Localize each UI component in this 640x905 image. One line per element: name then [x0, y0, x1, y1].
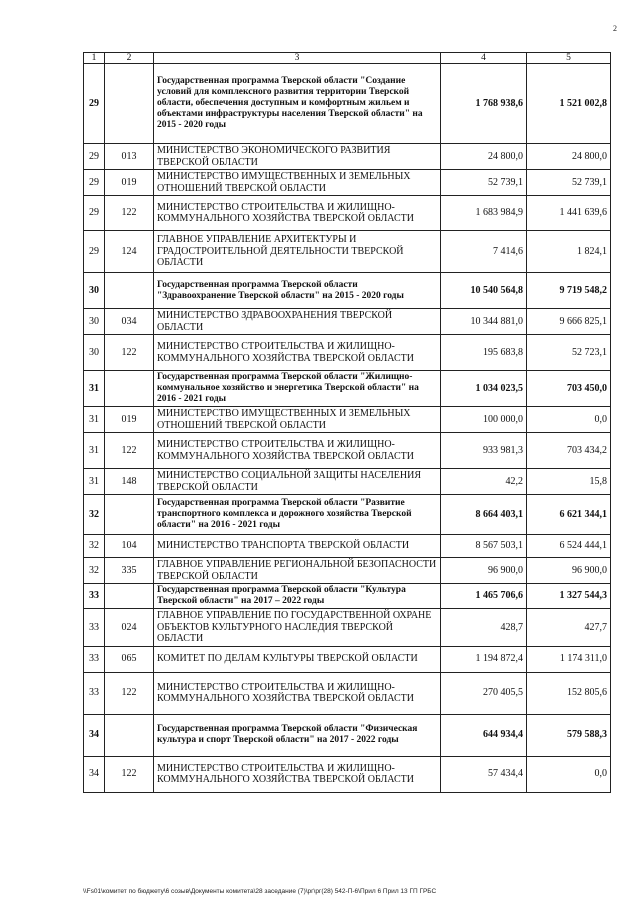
department-row [84, 433, 611, 469]
amount-col4-cell: 1 768 938,6 [441, 64, 527, 144]
amount-col4-cell: 57 434,4 [441, 756, 527, 792]
department-code-cell: 124 [105, 231, 154, 273]
amount-col4-cell: 428,7 [441, 609, 527, 647]
department-code-cell [105, 371, 154, 407]
department-row [84, 335, 611, 371]
program-number-cell: 29 [84, 144, 105, 170]
amount-col5-cell: 52 723,1 [527, 335, 611, 371]
amount-col4-cell: 1 194 872,4 [441, 646, 527, 672]
name-cell: МИНИСТЕРСТВО ИМУЩЕСТВЕННЫХ И ЗЕМЕЛЬНЫХ ОТНОШЕНИЙ ТВЕРСКОЙ ОБЛАСТИ [154, 170, 441, 196]
amount-col5-cell: 0,0 [527, 756, 611, 792]
program-number-cell: 33 [84, 646, 105, 672]
amount-col5-cell: 1 441 639,6 [527, 196, 611, 231]
department-row [84, 535, 611, 558]
amount-col5-cell: 6 524 444,1 [527, 535, 611, 558]
department-code-cell: 122 [105, 433, 154, 469]
department-code-cell: 122 [105, 756, 154, 792]
department-code-cell: 104 [105, 535, 154, 558]
name-cell: МИНИСТЕРСТВО СТРОИТЕЛЬСТВА И ЖИЛИЩНО-КОММУНАЛЬНОГО ХОЗЯЙСТВА ТВЕРСКОЙ ОБЛАСТИ [154, 672, 441, 714]
program-number-cell: 32 [84, 558, 105, 584]
department-code-cell: 122 [105, 335, 154, 371]
amount-col4-cell: 100 000,0 [441, 407, 527, 433]
department-row [84, 144, 611, 170]
header-cell: 5 [527, 53, 611, 64]
amount-col5-cell: 1 174 311,0 [527, 646, 611, 672]
program-number-cell: 33 [84, 672, 105, 714]
name-cell: Государственная программа Тверской области "Физическая культура и спорт Тверской области" на 2017 - 2022 годы [154, 714, 441, 756]
department-row [84, 196, 611, 231]
footer-file-path: \\Fs01\комитет по бюджету\6 созыв\Документы комитета\28 заседание (7)\рг\рг(28) 542-П-6\Прил 6 Прил 13 ГП ГРБС [83, 888, 437, 895]
amount-col5-cell: 152 805,6 [527, 672, 611, 714]
program-number-cell: 32 [84, 495, 105, 535]
amount-col5-cell: 703 450,0 [527, 371, 611, 407]
program-number-cell: 31 [84, 407, 105, 433]
program-number-cell: 31 [84, 433, 105, 469]
program-number-cell: 34 [84, 714, 105, 756]
program-row [84, 371, 611, 407]
name-cell: МИНИСТЕРСТВО ЗДРАВООХРАНЕНИЯ ТВЕРСКОЙ ОБЛАСТИ [154, 309, 441, 335]
amount-col4-cell: 270 405,5 [441, 672, 527, 714]
department-row [84, 407, 611, 433]
program-number-cell: 33 [84, 609, 105, 647]
department-code-cell: 335 [105, 558, 154, 584]
amount-col5-cell: 579 588,3 [527, 714, 611, 756]
department-code-cell: 122 [105, 196, 154, 231]
amount-col4-cell: 52 739,1 [441, 170, 527, 196]
amount-col4-cell: 644 934,4 [441, 714, 527, 756]
amount-col5-cell: 15,8 [527, 469, 611, 495]
department-code-cell: 148 [105, 469, 154, 495]
budget-table [83, 52, 611, 793]
amount-col5-cell: 9 719 548,2 [527, 273, 611, 309]
department-code-cell [105, 495, 154, 535]
program-number-cell: 34 [84, 756, 105, 792]
name-cell: МИНИСТЕРСТВО СОЦИАЛЬНОЙ ЗАЩИТЫ НАСЕЛЕНИЯ ТВЕРСКОЙ ОБЛАСТИ [154, 469, 441, 495]
amount-col5-cell: 24 800,0 [527, 144, 611, 170]
department-code-cell [105, 64, 154, 144]
department-row [84, 609, 611, 647]
amount-col4-cell: 10 344 881,0 [441, 309, 527, 335]
department-code-cell: 013 [105, 144, 154, 170]
name-cell: КОМИТЕТ ПО ДЕЛАМ КУЛЬТУРЫ ТВЕРСКОЙ ОБЛАСТИ [154, 646, 441, 672]
department-code-cell: 122 [105, 672, 154, 714]
name-cell: МИНИСТЕРСТВО СТРОИТЕЛЬСТВА И ЖИЛИЩНО-КОММУНАЛЬНОГО ХОЗЯЙСТВА ТВЕРСКОЙ ОБЛАСТИ [154, 335, 441, 371]
name-cell: МИНИСТЕРСТВО СТРОИТЕЛЬСТВА И ЖИЛИЩНО-КОММУНАЛЬНОГО ХОЗЯЙСТВА ТВЕРСКОЙ ОБЛАСТИ [154, 433, 441, 469]
program-number-cell: 30 [84, 273, 105, 309]
amount-col5-cell: 1 824,1 [527, 231, 611, 273]
name-cell: МИНИСТЕРСТВО СТРОИТЕЛЬСТВА И ЖИЛИЩНО-КОММУНАЛЬНОГО ХОЗЯЙСТВА ТВЕРСКОЙ ОБЛАСТИ [154, 756, 441, 792]
program-number-cell: 31 [84, 469, 105, 495]
program-number-cell: 33 [84, 584, 105, 609]
amount-col4-cell: 195 683,8 [441, 335, 527, 371]
amount-col4-cell: 1 683 984,9 [441, 196, 527, 231]
name-cell: Государственная программа Тверской области "Жилищно-коммунальное хозяйство и энергетика Тверской области" на 2016 - 2021 годы [154, 371, 441, 407]
program-number-cell: 31 [84, 371, 105, 407]
amount-col5-cell: 1 327 544,3 [527, 584, 611, 609]
amount-col4-cell: 8 567 503,1 [441, 535, 527, 558]
name-cell: МИНИСТЕРСТВО ИМУЩЕСТВЕННЫХ И ЗЕМЕЛЬНЫХ ОТНОШЕНИЙ ТВЕРСКОЙ ОБЛАСТИ [154, 407, 441, 433]
name-cell: ГЛАВНОЕ УПРАВЛЕНИЕ РЕГИОНАЛЬНОЙ БЕЗОПАСНОСТИ ТВЕРСКОЙ ОБЛАСТИ [154, 558, 441, 584]
header-cell: 1 [84, 53, 105, 64]
amount-col4-cell: 8 664 403,1 [441, 495, 527, 535]
amount-col4-cell: 7 414,6 [441, 231, 527, 273]
header-cell: 4 [441, 53, 527, 64]
department-row [84, 558, 611, 584]
department-code-cell: 019 [105, 170, 154, 196]
program-number-cell: 32 [84, 535, 105, 558]
department-code-cell [105, 584, 154, 609]
department-code-cell: 019 [105, 407, 154, 433]
name-cell: Государственная программа Тверской области "Развитие транспортного комплекса и дорожного хозяйства Тверской области" на 2016 - 2021 годы [154, 495, 441, 535]
program-row [84, 714, 611, 756]
program-number-cell: 29 [84, 64, 105, 144]
amount-col5-cell: 52 739,1 [527, 170, 611, 196]
amount-col5-cell: 427,7 [527, 609, 611, 647]
name-cell: ГЛАВНОЕ УПРАВЛЕНИЕ ПО ГОСУДАРСТВЕННОЙ ОХРАНЕ ОБЪЕКТОВ КУЛЬТУРНОГО НАСЛЕДИЯ ТВЕРСКОЙ ОБЛАСТИ [154, 609, 441, 647]
amount-col4-cell: 96 900,0 [441, 558, 527, 584]
program-number-cell: 29 [84, 196, 105, 231]
program-row [84, 273, 611, 309]
name-cell: Государственная программа Тверской области "Здравоохранение Тверской области" на 2015 - 2020 годы [154, 273, 441, 309]
name-cell: Государственная программа Тверской области "Создание условий для комплексного развития территории Тверской области, обеспечения доступным и комфортным жильем и объектами инфраструктуры населения Тверской области" на 2015 - 2020 годы [154, 64, 441, 144]
program-number-cell: 29 [84, 170, 105, 196]
name-cell: Государственная программа Тверской области "Культура Тверской области" на 2017 – 2022 годы [154, 584, 441, 609]
department-code-cell [105, 273, 154, 309]
department-row [84, 170, 611, 196]
program-row [84, 584, 611, 609]
program-number-cell: 30 [84, 335, 105, 371]
department-row [84, 756, 611, 792]
department-row [84, 469, 611, 495]
amount-col4-cell: 933 981,3 [441, 433, 527, 469]
department-code-cell: 065 [105, 646, 154, 672]
department-code-cell [105, 714, 154, 756]
amount-col5-cell: 1 521 002,8 [527, 64, 611, 144]
header-cell: 3 [154, 53, 441, 64]
department-row [84, 672, 611, 714]
amount-col5-cell: 703 434,2 [527, 433, 611, 469]
header-row [84, 53, 611, 64]
department-row [84, 231, 611, 273]
program-row [84, 495, 611, 535]
amount-col5-cell: 0,0 [527, 407, 611, 433]
department-code-cell: 024 [105, 609, 154, 647]
amount-col4-cell: 1 034 023,5 [441, 371, 527, 407]
department-code-cell: 034 [105, 309, 154, 335]
department-row [84, 646, 611, 672]
amount-col5-cell: 9 666 825,1 [527, 309, 611, 335]
amount-col5-cell: 96 900,0 [527, 558, 611, 584]
amount-col4-cell: 1 465 706,6 [441, 584, 527, 609]
name-cell: МИНИСТЕРСТВО СТРОИТЕЛЬСТВА И ЖИЛИЩНО-КОММУНАЛЬНОГО ХОЗЯЙСТВА ТВЕРСКОЙ ОБЛАСТИ [154, 196, 441, 231]
page-number: 2 [613, 24, 617, 33]
name-cell: ГЛАВНОЕ УПРАВЛЕНИЕ АРХИТЕКТУРЫ И ГРАДОСТРОИТЕЛЬНОЙ ДЕЯТЕЛЬНОСТИ ТВЕРСКОЙ ОБЛАСТИ [154, 231, 441, 273]
amount-col4-cell: 42,2 [441, 469, 527, 495]
program-number-cell: 30 [84, 309, 105, 335]
program-row [84, 64, 611, 144]
name-cell: МИНИСТЕРСТВО ТРАНСПОРТА ТВЕРСКОЙ ОБЛАСТИ [154, 535, 441, 558]
name-cell: МИНИСТЕРСТВО ЭКОНОМИЧЕСКОГО РАЗВИТИЯ ТВЕРСКОЙ ОБЛАСТИ [154, 144, 441, 170]
amount-col4-cell: 10 540 564,8 [441, 273, 527, 309]
amount-col4-cell: 24 800,0 [441, 144, 527, 170]
header-cell: 2 [105, 53, 154, 64]
amount-col5-cell: 6 621 344,1 [527, 495, 611, 535]
program-number-cell: 29 [84, 231, 105, 273]
department-row [84, 309, 611, 335]
